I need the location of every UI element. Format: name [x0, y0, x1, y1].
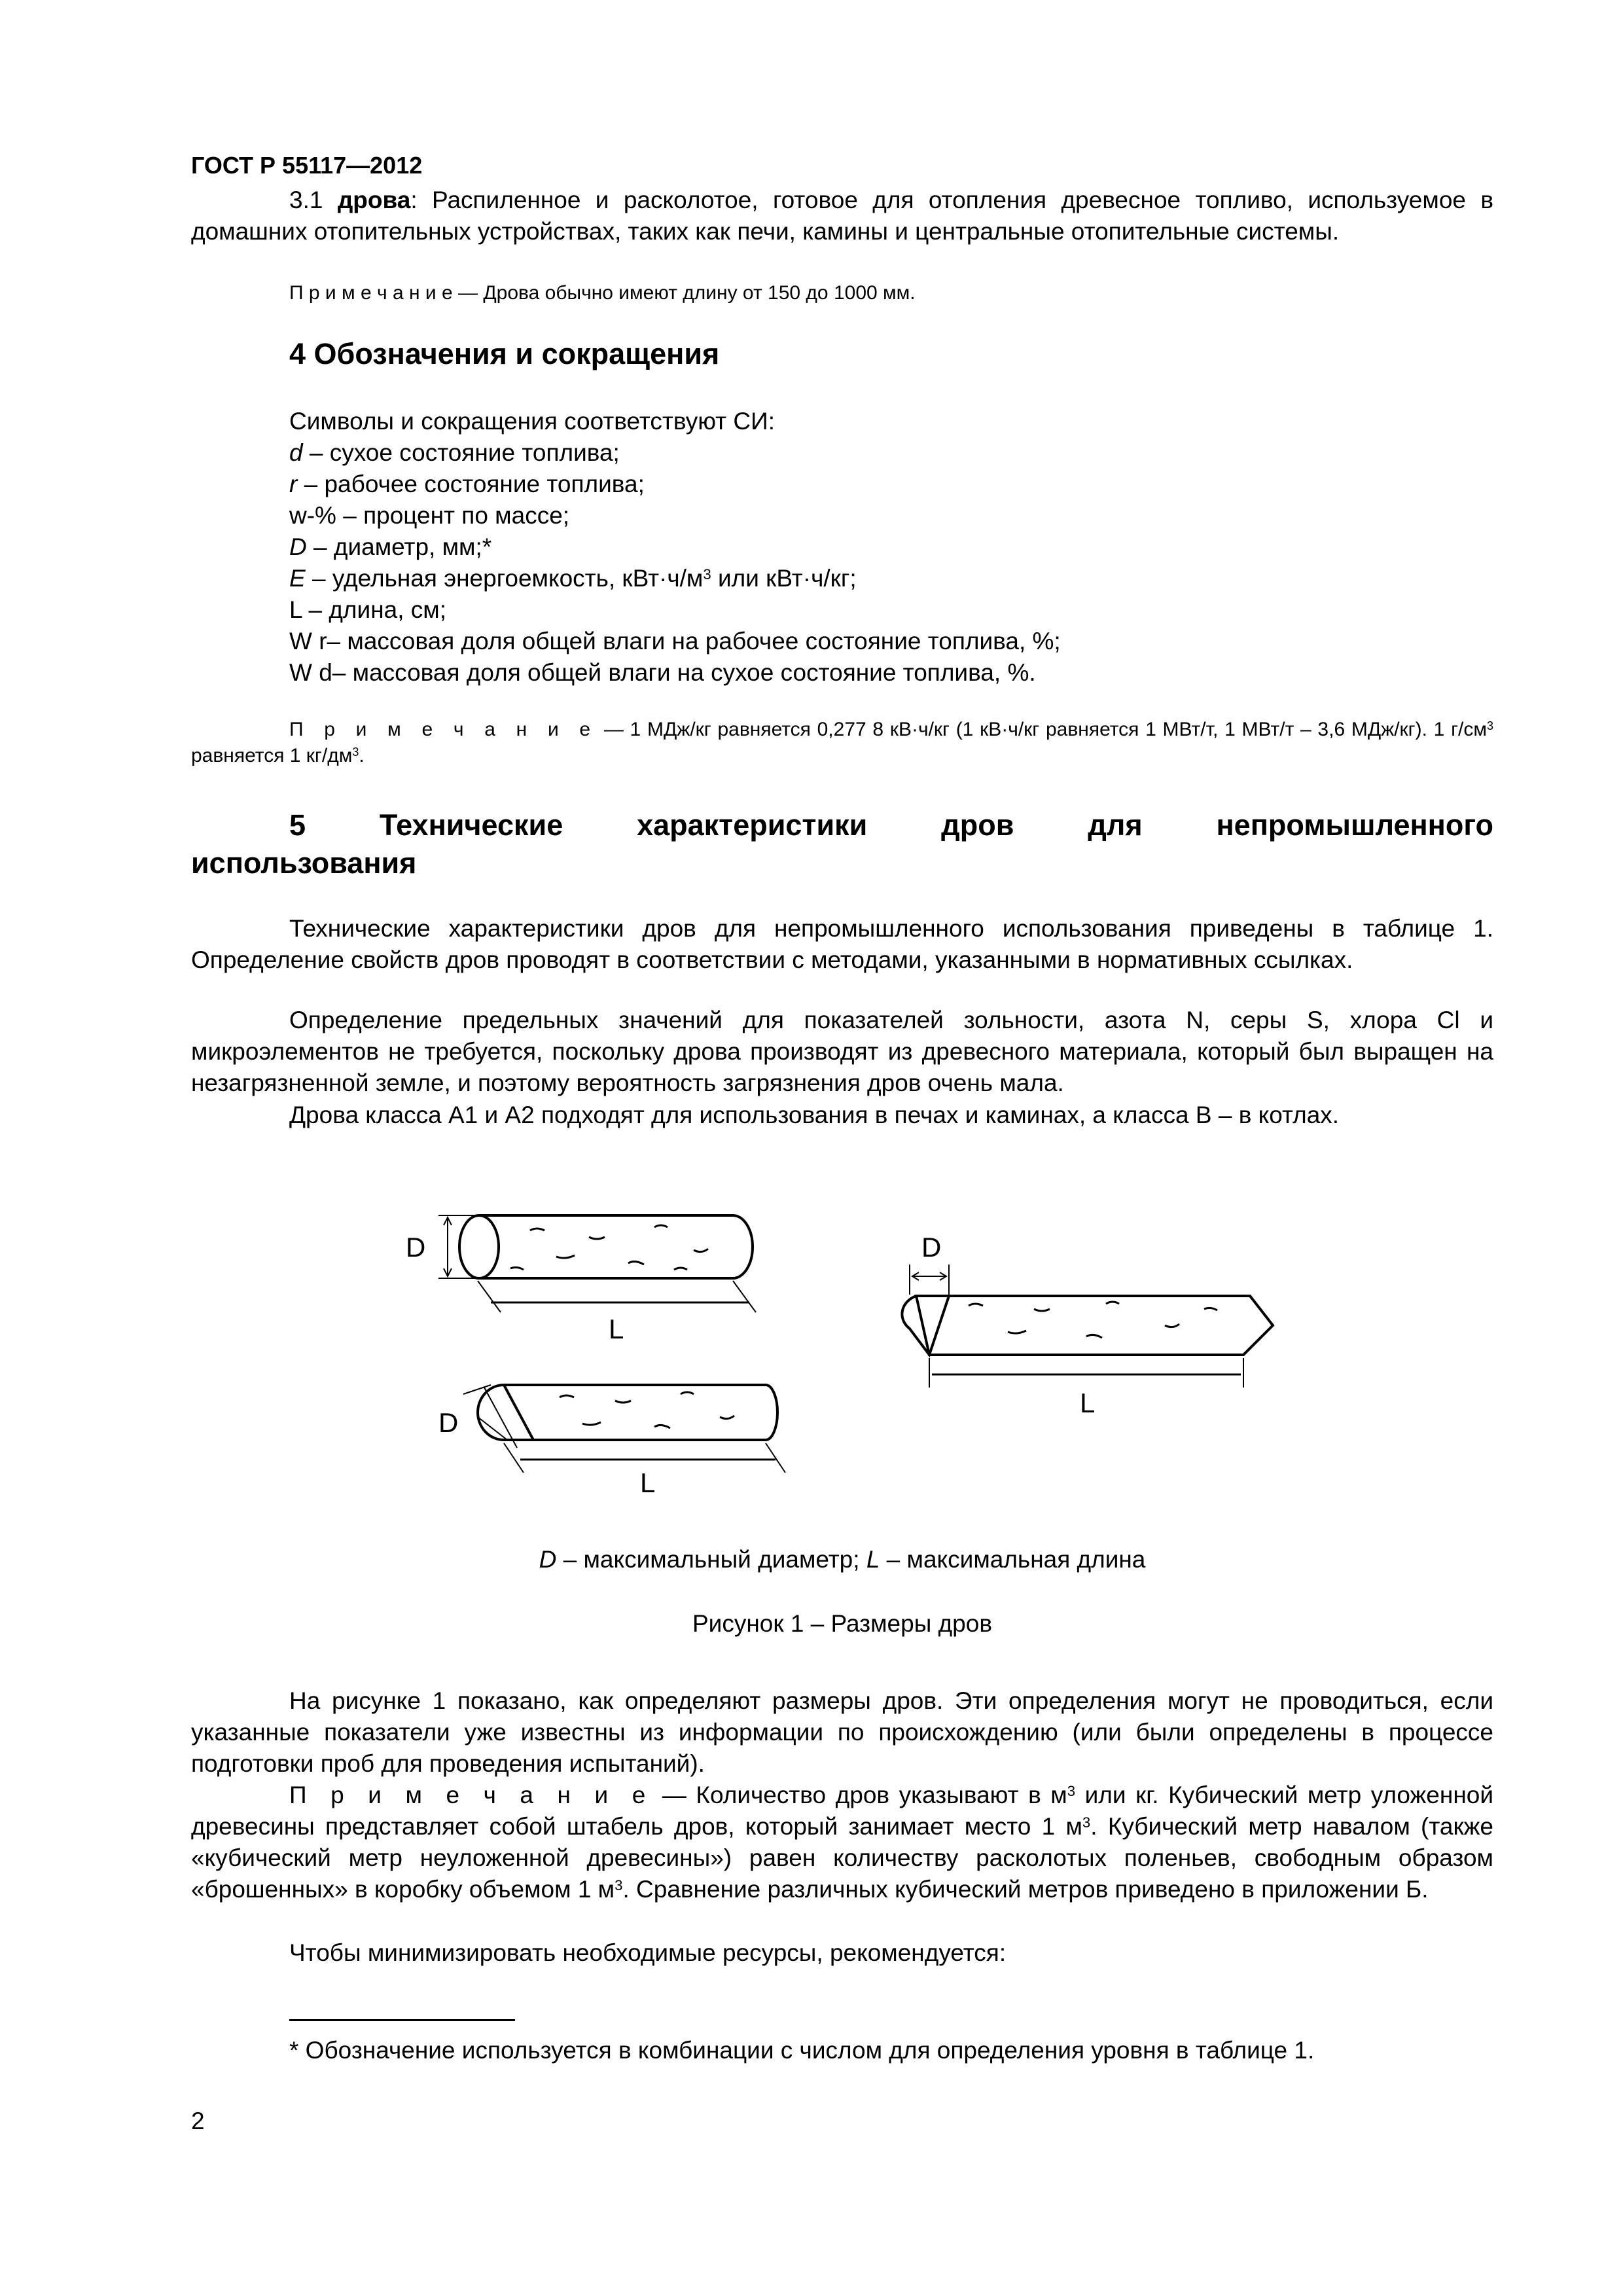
note-label: П р и м е ч а н и е	[289, 1782, 653, 1808]
figure-label-D-2: D	[438, 1407, 459, 1438]
note-label: П р и м е ч а н и е	[289, 282, 453, 304]
symbol-Wd: W d– массовая доля общей влаги на сухое состояние топлива, %.	[289, 659, 1036, 686]
symbols-intro: Символы и сокращения соответствуют СИ:	[289, 408, 775, 435]
section-5-paragraph-1: Технические характеристики дров для непромышленного использования приведены в таблице 1. Определение свойств дров проводят в соответствии с методами, указанными в нормативных ссылках.	[191, 915, 1493, 973]
figure-label-L-2: L	[640, 1467, 656, 1498]
recommendation-intro: Чтобы минимизировать необходимые ресурсы, рекомендуется:	[289, 1939, 1007, 1966]
standard-header: ГОСТ Р 55117—2012	[191, 152, 423, 179]
note-label: П р и м е ч а н и е	[289, 719, 598, 740]
page-number: 2	[191, 2108, 205, 2134]
definition-paragraph	[191, 185, 1493, 247]
definition-text: : Распиленное и расколотое, готовое для отопления древесное топливо, используемое в домашних отопительных устройствах, таких как печи, камины и центральные отопительные системы.	[191, 187, 1494, 245]
firewood-dimensions-figure	[393, 1191, 1309, 1505]
volume-note: П р и м е ч а н и е — Количество дров указывают в $м^3$ или кг. Кубический метр уложенной древесины представляет собой штабель дров, который занимает место 1 $м^3$. Кубический метр навалом (также «кубический метр неуложенной древесины») равен количеству расколотых поленьев, свободным образом «брошенных» в коробку объемом 1 $м^3$. Сравнение различных кубический метров приведено в приложении Б.	[191, 1782, 1494, 1903]
definition-note	[289, 280, 1493, 306]
figure-explanation-paragraph: На рисунке 1 показано, как определяют размеры дров. Эти определения могут не проводиться, если указанные показатели уже известны из информации по происхождению (или были определены в процессе подготовки проб для проведения испытаний).	[191, 1687, 1493, 1777]
figure-label-L-1: L	[609, 1314, 624, 1344]
symbol-D: D – диаметр, мм;*	[289, 533, 492, 560]
symbol-d: d – сухое состояние топлива;	[289, 439, 620, 466]
figure-label-D-1: D	[406, 1232, 426, 1263]
figure-label-L-3: L	[1080, 1388, 1096, 1418]
units-note: П р и м е ч а н и е — 1 МДж/кг равняется 0,277 8 кВ·ч/кг (1 кВ·ч/кг равняется 1 МВт/т, 1 МВт/т – 3,6 МДж/кг). 1 $г/см^3$ равняется 1 $кг/дм^3$.	[191, 719, 1493, 766]
definition-term: дрова	[337, 187, 411, 213]
footnote: * Обозначение используется в комбинации с числом для определения уровня в таблице 1.	[289, 2037, 1315, 2064]
section-5-heading: 5 Технические характеристики дров для непромышленного использования	[191, 808, 1493, 880]
split-log-drawing	[902, 1265, 1273, 1388]
figure-legend: D – максимальный диаметр; L – максимальная длина	[539, 1546, 1146, 1573]
symbol-Wr: W r– массовая доля общей влаги на рабочее состояние топлива, %;	[289, 628, 1061, 655]
section-5-paragraph-2: Определение предельных значений для показателей зольности, азота N, серы S, хлора Cl и микроэлементов не требуется, поскольку дрова производят из древесного материала, который был выращен на незагрязненной земле, и поэтому вероятность загрязнения дров очень мала.	[191, 1007, 1493, 1096]
section-5-paragraph-3: Дрова класса А1 и А2 подходят для использования в печах и каминах, а класса В – в котлах.	[289, 1102, 1340, 1128]
symbol-r: r – рабочее состояние топлива;	[289, 471, 645, 497]
section-4-heading: 4 Обозначения и сокращения	[289, 337, 720, 370]
symbol-w: w-% – процент по массе;	[289, 502, 570, 529]
footnote-separator	[289, 2019, 515, 2021]
definition-number: 3.1	[289, 187, 323, 213]
round-log-drawing	[438, 1215, 756, 1312]
note-text: — Дрова обычно имеют длину от 150 до 1000 мм.	[452, 282, 916, 304]
figure-label-D-3: D	[921, 1232, 942, 1263]
symbol-L: L – длина, см;	[289, 596, 446, 623]
symbol-E: E – удельная энергоемкость, $кВт\cdot ч/м^3$ или кВт·ч/кг;	[289, 565, 857, 592]
figure-caption: Рисунок 1 – Размеры дров	[692, 1610, 992, 1637]
half-log-drawing	[463, 1385, 785, 1473]
symbols-list	[289, 406, 1061, 689]
